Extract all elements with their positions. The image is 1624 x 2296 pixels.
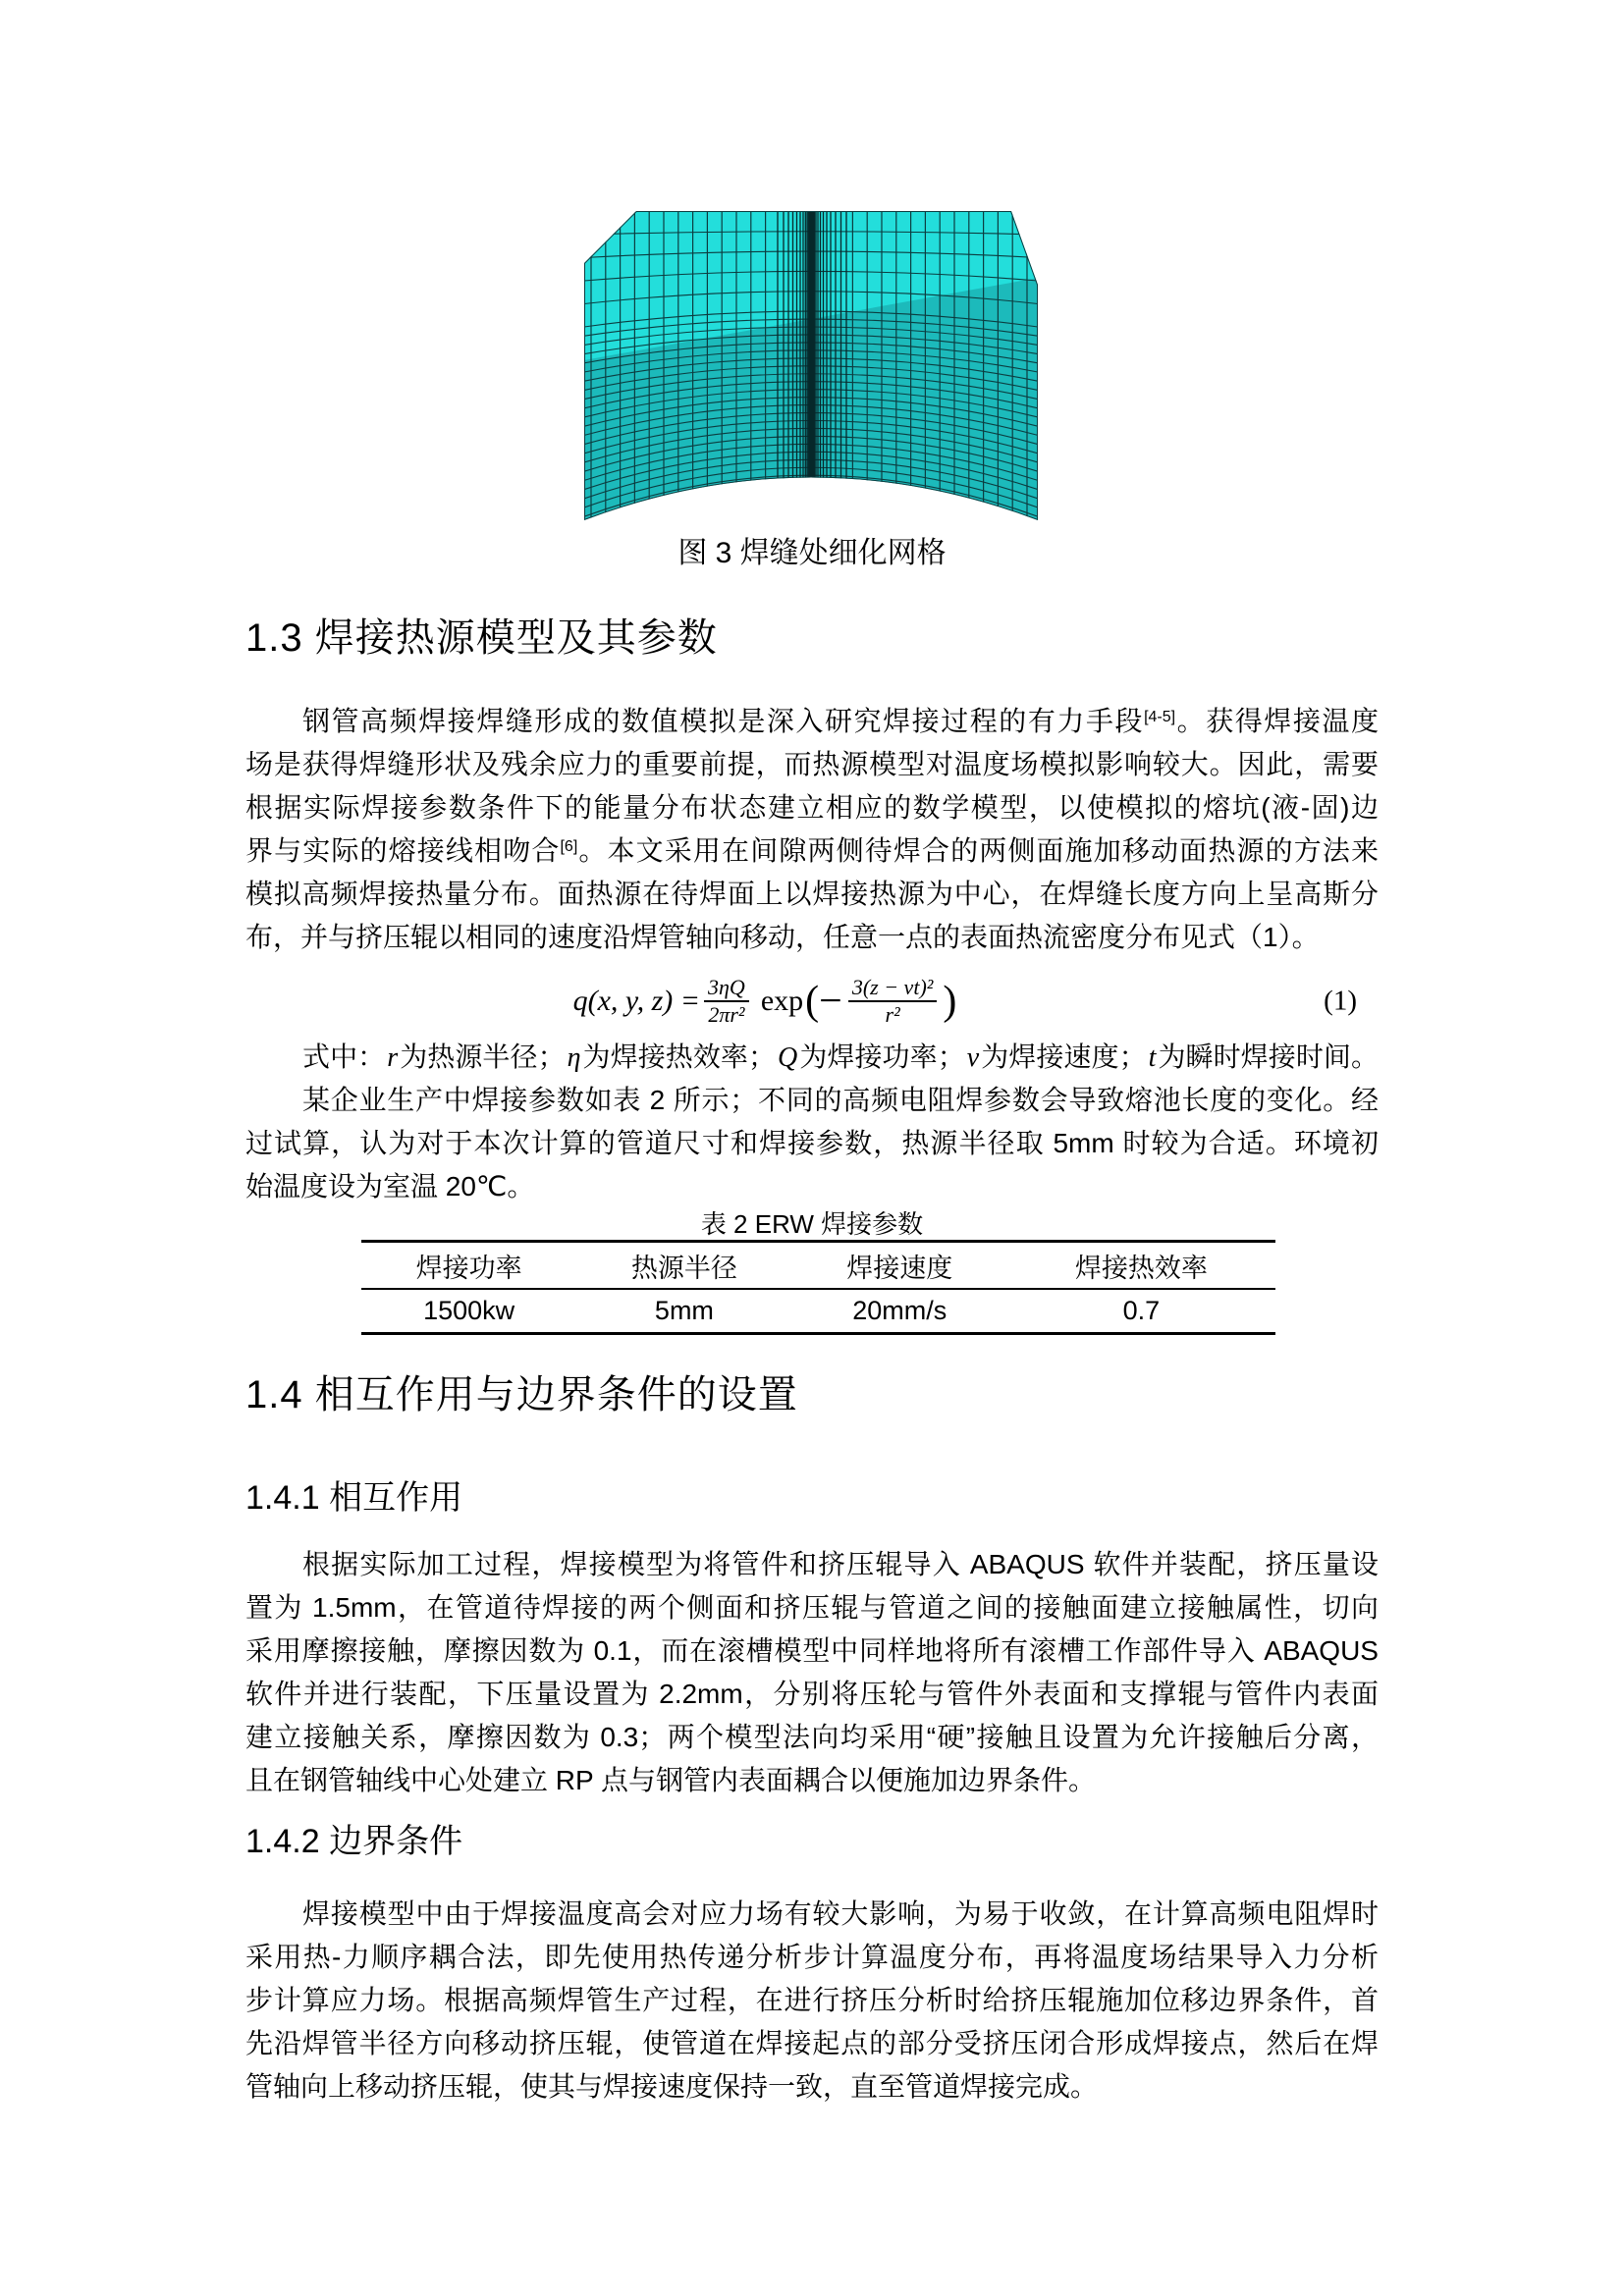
math-var: Q [778, 1042, 798, 1073]
paragraph-line: 先沿焊管半径方向移动挤压辊，使管道在焊接起点的部分受挤压闭合形成焊接点，然后在焊 [245, 2028, 1379, 2058]
paragraph-line: 步计算应力场。根据高频焊管生产过程，在进行挤压分析时给挤压辊施加位移边界条件，首 [245, 1985, 1379, 2015]
reference-superscript: [4-5] [1144, 709, 1176, 725]
math-var: v [966, 1042, 980, 1073]
exp-operator: exp [760, 985, 804, 1017]
open-paren: (− [805, 979, 842, 1024]
equation [573, 975, 959, 1028]
equation-number: (1) [1324, 985, 1357, 1017]
table-value-cell: 1500kw [423, 1296, 515, 1325]
weld-mesh-figure [584, 211, 1038, 520]
section-1-4-1-heading: 1.4.1 相互作用 [245, 1479, 463, 1517]
reference-superscript: [6] [560, 838, 578, 855]
paragraph-line: 焊接模型中由于焊接温度高会对应力场有较大影响，为易于收敛，在计算高频电阻焊时 [302, 1898, 1379, 1929]
paragraph-line: 置为 1.5mm，在管道待焊接的两个侧面和挤压辊与管道之间的接触面建立接触属性，切向 [245, 1592, 1379, 1623]
paragraph-line: 采用热-力顺序耦合法，即先使用热传递分析步计算温度分布，再将温度场结果导入力分析 [245, 1942, 1379, 1972]
line-text: 为热源半径； [400, 1041, 566, 1072]
line-text: 界与实际的熔接线相吻合 [245, 835, 561, 866]
symbol-definition-line [245, 1036, 1379, 1079]
paragraph-line [245, 700, 1379, 743]
line-text: 为焊接功率； [799, 1041, 965, 1072]
line-text: 为焊接热效率； [582, 1041, 777, 1072]
line-text: 式中： [302, 1041, 386, 1072]
paragraph-line: 且在钢管轴线中心处建立 RP 点与钢管内表面耦合以便施加边界条件。 [245, 1765, 1096, 1795]
paragraph-line: 布，并与挤压辊以相同的速度沿焊管轴向移动，任意一点的表面热流密度分布见式（1）。 [245, 922, 1320, 952]
paragraph-line: 模拟高频焊接热量分布。面热源在待焊面上以焊接热源为中心，在焊缝长度方向上呈高斯分 [245, 879, 1379, 909]
equation-lhs: q(x, y, z) = [572, 985, 700, 1017]
table-value-cell: 0.7 [1122, 1296, 1161, 1325]
table-header-cell: 焊接功率 [361, 1242, 576, 1290]
math-var: t [1148, 1042, 1157, 1073]
paragraph-line: 采用摩擦接触，摩擦因数为 0.1，而在滚槽模型中同样地将所有滚槽工作部件导入 ABAQUS [245, 1635, 1379, 1666]
table-2 [361, 1240, 1275, 1335]
math-var: r [387, 1042, 399, 1073]
math-var: η [567, 1042, 581, 1073]
section-1-4-heading: 1.4 相互作用与边界条件的设置 [245, 1373, 798, 1416]
table-header-cell: 焊接速度 [792, 1242, 1007, 1290]
paragraph-line: 建立接触关系，摩擦因数为 0.3；两个模型法向均采用“硬”接触且设置为允许接触后分离， [245, 1722, 1379, 1752]
paragraph-line: 软件并进行装配，下压量设置为 2.2mm，分别将压轮与管件外表面和支撑辊与管件内表面 [245, 1679, 1379, 1709]
line-text: 为瞬时焊接时间。 [1158, 1041, 1379, 1072]
paragraph-line: 某企业生产中焊接参数如表 2 所示；不同的高频电阻焊参数会导致熔池长度的变化。经 [302, 1085, 1379, 1115]
paragraph-4 [245, 1893, 1379, 2109]
table-value-cell: 20mm/s [852, 1296, 947, 1325]
paragraph-line [245, 829, 1379, 873]
fraction: $\frac{\text{3(z − vt)²}}{\text{r²}}$ [848, 975, 938, 1028]
paragraph-line: 场是获得焊缝形状及残余应力的重要前提，而热源模型对温度场模拟影响较大。因此，需要 [245, 749, 1379, 779]
paragraph-line: 管轴向上移动挤压辊，使其与焊接速度保持一致，直至管道焊接完成。 [245, 2071, 1099, 2102]
table-header-cell: 焊接热效率 [1007, 1242, 1275, 1290]
line-text: 为焊接速度； [981, 1041, 1147, 1072]
line-text: 。获得焊接温度 [1175, 706, 1379, 736]
table-2-caption: 表 2 ERW 焊接参数 [700, 1209, 924, 1239]
paragraph-line: 始温度设为室温 20℃。 [245, 1171, 535, 1201]
section-1-4-2-heading: 1.4.2 边界条件 [245, 1823, 463, 1860]
table-header-cell: 热源半径 [576, 1242, 791, 1290]
mesh-image [584, 211, 1038, 520]
fraction: $\frac{3\eta Q}{\text{2πr²}}$ [704, 975, 749, 1028]
paragraph-line: 过试算，认为对于本次计算的管道尺寸和焊接参数，热源半径取 5mm 时较为合适。环境初 [245, 1128, 1379, 1158]
equation-block [245, 969, 1379, 1034]
paragraph-3 [245, 1543, 1379, 1802]
line-text: 钢管高频焊接焊缝形成的数值模拟是深入研究焊接过程的有力手段 [302, 706, 1145, 736]
paragraph-line: 根据实际焊接参数条件下的能量分布状态建立相应的数学模型，以使模拟的熔坑(液-固)边 [245, 792, 1379, 823]
paragraph-1 [245, 700, 1379, 959]
paragraph-line: 根据实际加工过程，焊接模型为将管件和挤压辊导入 ABAQUS 软件并装配，挤压量设 [302, 1549, 1379, 1579]
table-row [361, 1289, 1275, 1334]
figure-caption: 图 3 焊缝处细化网格 [677, 537, 947, 569]
section-1-3-heading: 1.3 焊接热源模型及其参数 [245, 616, 718, 660]
line-text: 。本文采用在间隙两侧待焊合的两侧面施加移动面热源的方法来 [577, 835, 1379, 866]
close-paren: ) [943, 979, 957, 1024]
paragraph-2 [245, 1036, 1379, 1208]
table-header-row [361, 1242, 1275, 1290]
table-value-cell: 5mm [654, 1296, 714, 1325]
